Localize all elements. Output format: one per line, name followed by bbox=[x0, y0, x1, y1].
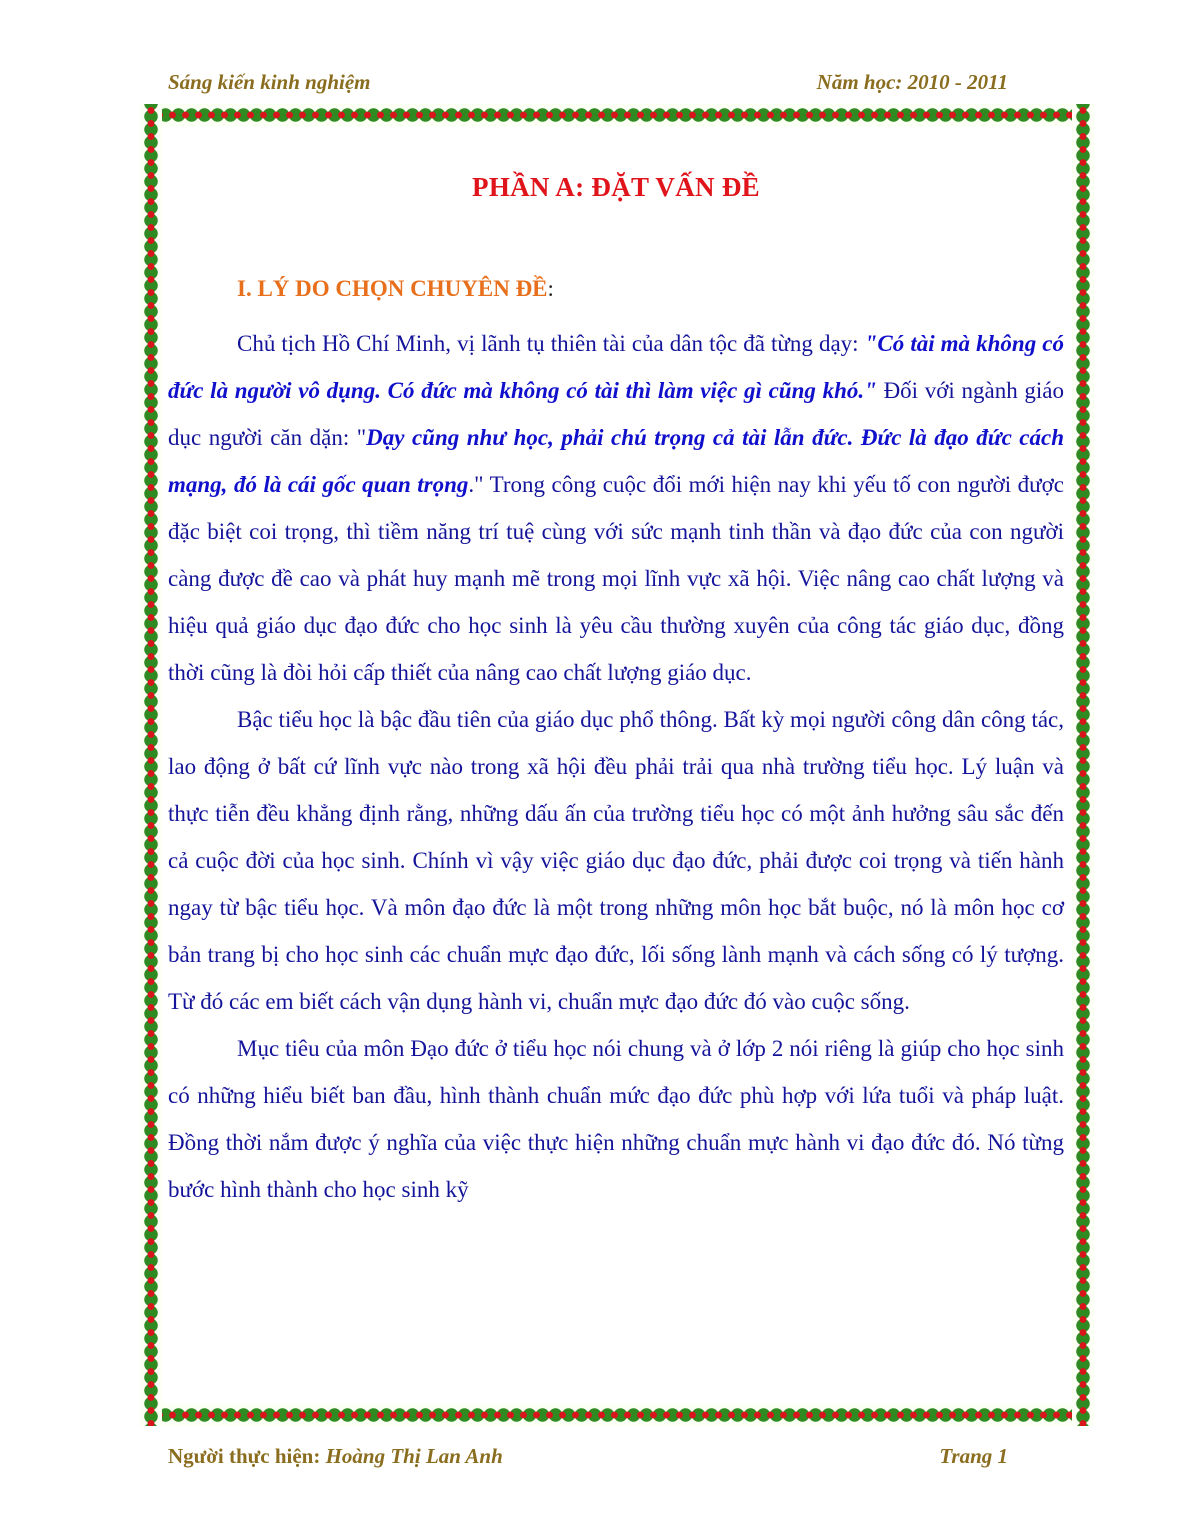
paragraph-1-text-3: ." Trong công cuộc đổi mới hiện nay khi yếu tố con người được đặc biệt coi trọng, thì tiềm năng trí tuệ cùng với sức mạnh tinh thần và đạo đức của con người càng được đề cao và phát huy mạnh mẽ trong mọi lĩnh vực xã hội. Việc nâng cao chất lượng và hiệu quả giáo dục đạo đức cho học sinh là yêu cầu thường xuyên của công tác giáo dục, đồng thời cũng là đòi hỏi cấp thiết của nâng cao chất lượng giáo dục. bbox=[168, 472, 1064, 685]
footer-page-number: Trang 1 bbox=[939, 1444, 1008, 1468]
header-document-type: Sáng kiến kinh nghiệm bbox=[168, 70, 371, 94]
border-top bbox=[140, 104, 1094, 126]
quote-ho-chi-minh-2: Dạy cũng như học, phải chú trọng cả tài lẫn đức. Đức là đạo đức cách mạng, đó là cái gốc quan trọng bbox=[168, 425, 1064, 497]
quote-ho-chi-minh-1: "Có tài mà không có đức là người vô dụng. Có đức mà không có tài thì làm việc gì cũng khó." bbox=[168, 331, 1064, 403]
border-left bbox=[140, 104, 162, 1426]
page-footer bbox=[168, 1444, 1008, 1474]
section-heading-colon: : bbox=[547, 276, 554, 301]
part-title: PHẦN A: ĐẶT VẤN ĐỀ bbox=[472, 172, 760, 202]
paragraph-2: Bậc tiểu học là bậc đầu tiên của giáo dục phổ thông. Bất kỳ mọi người công dân công tác, lao động ở bất cứ lĩnh vực nào trong xã hội đều phải trải qua nhà trường tiểu học. Lý luận và thực tiễn đều khẳng định rằng, những dấu ấn của trường tiểu học có một ảnh hưởng sâu sắc đến cả cuộc đời của học sinh. Chính vì vậy việc giáo dục đạo đức, phải được coi trọng và tiến hành ngay từ bậc tiểu học. Và môn đạo đức là một trong những môn học bắt buộc, nó là môn học cơ bản trang bị cho học sinh các chuẩn mực đạo đức, lối sống lành mạnh và cách sống có lý tượng. Từ đó các em biết cách vận dụng hành vi, chuẩn mực đạo đức đó vào cuộc sống. bbox=[168, 707, 1064, 1014]
paragraph-1-text-2: Đối với ngành giáo dục người căn dặn: " bbox=[168, 378, 1064, 450]
body-text bbox=[168, 320, 1064, 1213]
border-bottom bbox=[140, 1404, 1094, 1426]
paragraph-3: Mục tiêu của môn Đạo đức ở tiểu học nói chung và ở lớp 2 nói riêng là giúp cho học sinh có những hiểu biết ban đầu, hình thành chuẩn mức đạo đức phù hợp với lứa tuổi và pháp luật. Đồng thời nắm được ý nghĩa của việc thực hiện những chuẩn mực hành vi đạo đức đó. Nó từng bước hình thành cho học sinh kỹ bbox=[168, 1036, 1064, 1202]
footer-author bbox=[168, 1444, 503, 1469]
section-heading-text: I. LÝ DO CHỌN CHUYÊN ĐỀ bbox=[237, 276, 548, 301]
footer-author-label: Người thực hiện: bbox=[168, 1444, 326, 1468]
paragraph-1 bbox=[168, 320, 1064, 696]
border-right bbox=[1072, 104, 1094, 1426]
footer-author-name: Hoàng Thị Lan Anh bbox=[325, 1444, 503, 1468]
page-header bbox=[168, 70, 1008, 100]
header-school-year: Năm học: 2010 - 2011 bbox=[816, 70, 1008, 94]
paragraph-1-text-1: Chủ tịch Hồ Chí Minh, vị lãnh tụ thiên tài của dân tộc đã từng dạy: bbox=[237, 331, 865, 356]
section-heading bbox=[237, 276, 554, 302]
